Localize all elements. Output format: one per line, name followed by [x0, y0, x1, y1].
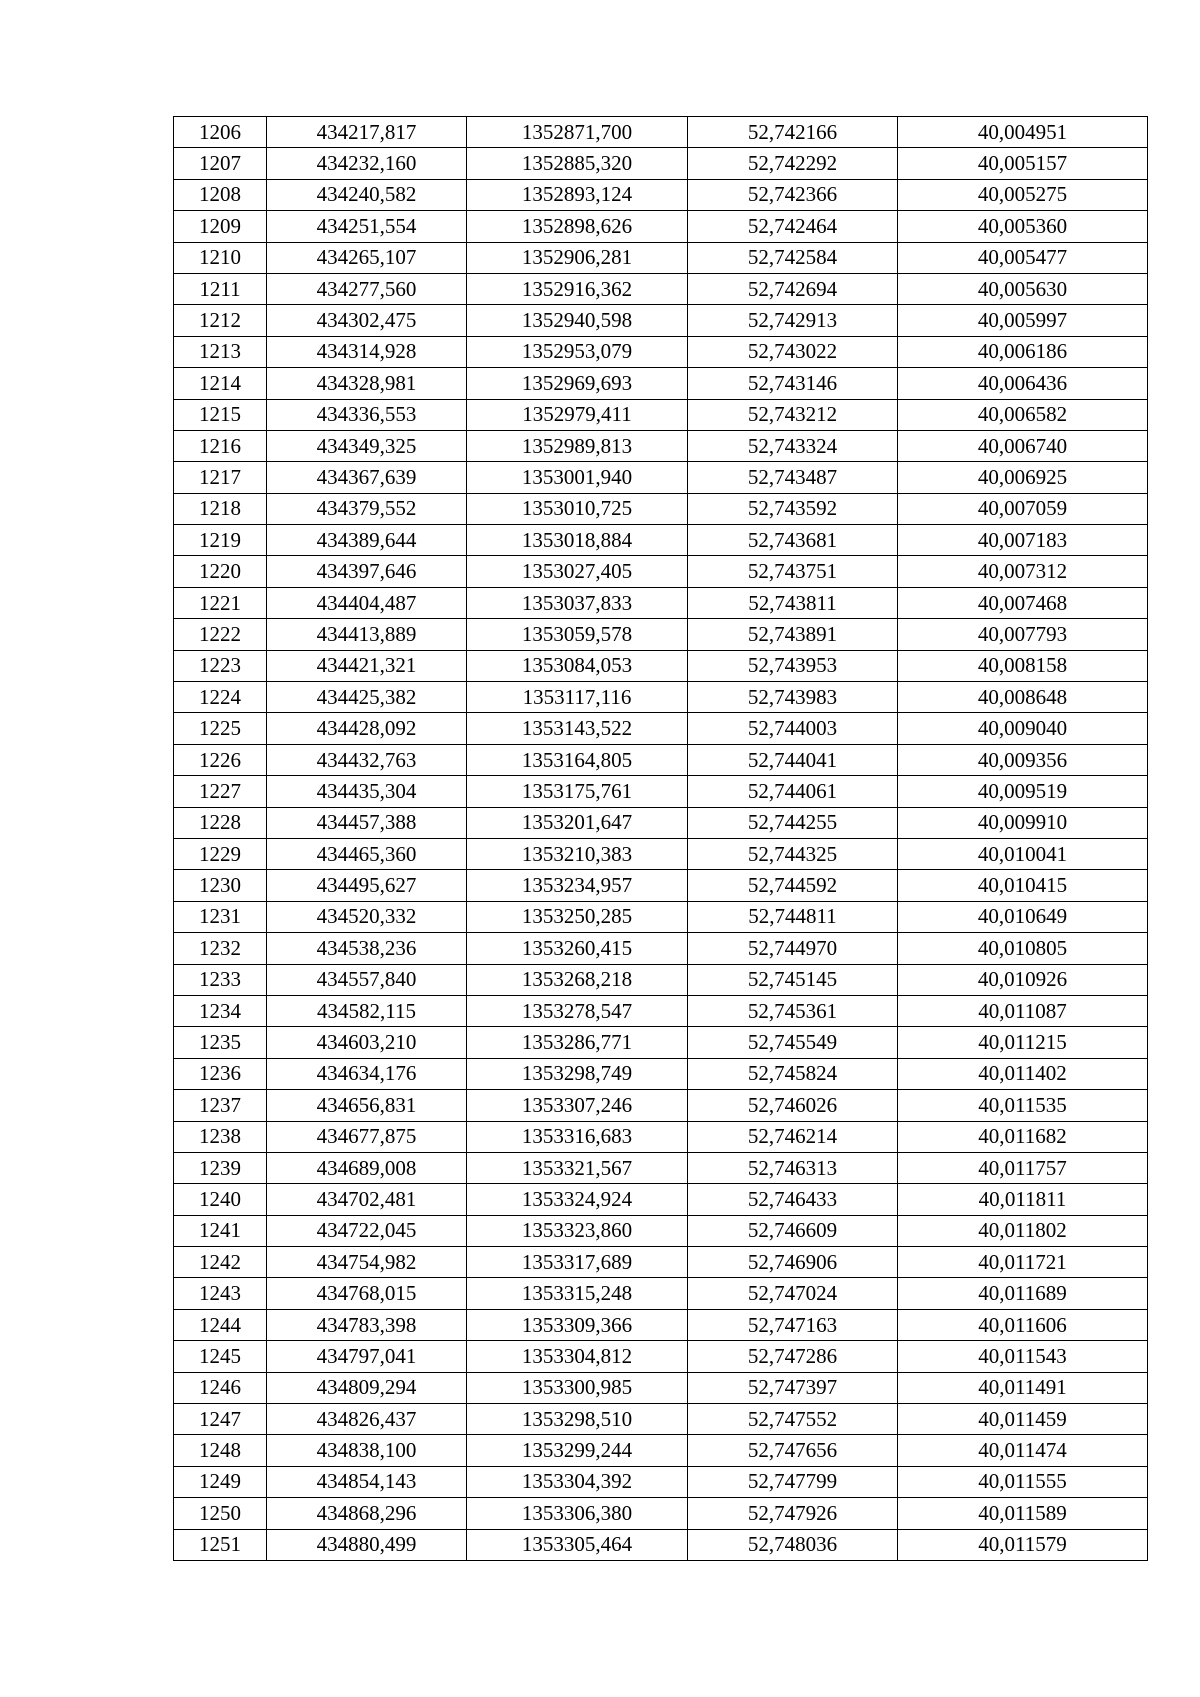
latitude-cell: 52,744325	[688, 838, 898, 869]
x-coordinate-cell: 434826,437	[267, 1404, 467, 1435]
longitude-cell: 40,011215	[898, 1027, 1148, 1058]
latitude-cell: 52,747799	[688, 1466, 898, 1497]
table-row	[174, 305, 1148, 336]
y-coordinate-cell: 1353321,567	[467, 1152, 688, 1183]
y-coordinate-cell: 1353175,761	[467, 776, 688, 807]
latitude-cell: 52,745549	[688, 1027, 898, 1058]
point-number-cell: 1237	[174, 1090, 267, 1121]
x-coordinate-cell: 434854,143	[267, 1466, 467, 1497]
y-coordinate-cell: 1353001,940	[467, 462, 688, 493]
latitude-cell: 52,743324	[688, 430, 898, 461]
latitude-cell: 52,743681	[688, 525, 898, 556]
x-coordinate-cell: 434428,092	[267, 713, 467, 744]
latitude-cell: 52,747926	[688, 1498, 898, 1529]
x-coordinate-cell: 434232,160	[267, 148, 467, 179]
y-coordinate-cell: 1353315,248	[467, 1278, 688, 1309]
point-number-cell: 1228	[174, 807, 267, 838]
x-coordinate-cell: 434379,552	[267, 493, 467, 524]
longitude-cell: 40,011802	[898, 1215, 1148, 1246]
y-coordinate-cell: 1353201,647	[467, 807, 688, 838]
y-coordinate-cell: 1353286,771	[467, 1027, 688, 1058]
table-row	[174, 399, 1148, 430]
table-row	[174, 650, 1148, 681]
longitude-cell: 40,005997	[898, 305, 1148, 336]
table-row	[174, 1215, 1148, 1246]
x-coordinate-cell: 434413,889	[267, 619, 467, 650]
latitude-cell: 52,747656	[688, 1435, 898, 1466]
longitude-cell: 40,004951	[898, 117, 1148, 148]
x-coordinate-cell: 434314,928	[267, 336, 467, 367]
latitude-cell: 52,747552	[688, 1404, 898, 1435]
x-coordinate-cell: 434404,487	[267, 587, 467, 618]
y-coordinate-cell: 1353018,884	[467, 525, 688, 556]
y-coordinate-cell: 1352989,813	[467, 430, 688, 461]
point-number-cell: 1243	[174, 1278, 267, 1309]
longitude-cell: 40,009519	[898, 776, 1148, 807]
x-coordinate-cell: 434265,107	[267, 242, 467, 273]
y-coordinate-cell: 1353059,578	[467, 619, 688, 650]
y-coordinate-cell: 1353143,522	[467, 713, 688, 744]
y-coordinate-cell: 1352885,320	[467, 148, 688, 179]
point-number-cell: 1246	[174, 1372, 267, 1403]
point-number-cell: 1212	[174, 305, 267, 336]
longitude-cell: 40,011459	[898, 1404, 1148, 1435]
point-number-cell: 1236	[174, 1058, 267, 1089]
x-coordinate-cell: 434754,982	[267, 1247, 467, 1278]
point-number-cell: 1220	[174, 556, 267, 587]
y-coordinate-cell: 1353317,689	[467, 1247, 688, 1278]
y-coordinate-cell: 1353307,246	[467, 1090, 688, 1121]
table-row	[174, 744, 1148, 775]
x-coordinate-cell: 434421,321	[267, 650, 467, 681]
longitude-cell: 40,006436	[898, 368, 1148, 399]
table-row	[174, 776, 1148, 807]
table-row	[174, 619, 1148, 650]
longitude-cell: 40,011689	[898, 1278, 1148, 1309]
table-row	[174, 587, 1148, 618]
y-coordinate-cell: 1352898,626	[467, 211, 688, 242]
longitude-cell: 40,011606	[898, 1309, 1148, 1340]
point-number-cell: 1226	[174, 744, 267, 775]
x-coordinate-cell: 434520,332	[267, 901, 467, 932]
latitude-cell: 52,747024	[688, 1278, 898, 1309]
point-number-cell: 1211	[174, 273, 267, 304]
y-coordinate-cell: 1353037,833	[467, 587, 688, 618]
longitude-cell: 40,005275	[898, 179, 1148, 210]
longitude-cell: 40,011721	[898, 1247, 1148, 1278]
y-coordinate-cell: 1352893,124	[467, 179, 688, 210]
x-coordinate-cell: 434722,045	[267, 1215, 467, 1246]
latitude-cell: 52,747286	[688, 1341, 898, 1372]
table-row	[174, 1309, 1148, 1340]
latitude-cell: 52,742366	[688, 179, 898, 210]
longitude-cell: 40,006186	[898, 336, 1148, 367]
x-coordinate-cell: 434465,360	[267, 838, 467, 869]
point-number-cell: 1233	[174, 964, 267, 995]
y-coordinate-cell: 1352979,411	[467, 399, 688, 430]
point-number-cell: 1208	[174, 179, 267, 210]
y-coordinate-cell: 1352906,281	[467, 242, 688, 273]
y-coordinate-cell: 1353084,053	[467, 650, 688, 681]
y-coordinate-cell: 1352953,079	[467, 336, 688, 367]
x-coordinate-cell: 434328,981	[267, 368, 467, 399]
table-row	[174, 964, 1148, 995]
table-row	[174, 838, 1148, 869]
x-coordinate-cell: 434336,553	[267, 399, 467, 430]
longitude-cell: 40,011491	[898, 1372, 1148, 1403]
point-number-cell: 1221	[174, 587, 267, 618]
table-row	[174, 462, 1148, 493]
x-coordinate-cell: 434432,763	[267, 744, 467, 775]
y-coordinate-cell: 1353234,957	[467, 870, 688, 901]
longitude-cell: 40,009910	[898, 807, 1148, 838]
table-row	[174, 1090, 1148, 1121]
point-number-cell: 1213	[174, 336, 267, 367]
latitude-cell: 52,743891	[688, 619, 898, 650]
longitude-cell: 40,011579	[898, 1529, 1148, 1560]
point-number-cell: 1217	[174, 462, 267, 493]
x-coordinate-cell: 434702,481	[267, 1184, 467, 1215]
x-coordinate-cell: 434277,560	[267, 273, 467, 304]
y-coordinate-cell: 1353268,218	[467, 964, 688, 995]
point-number-cell: 1225	[174, 713, 267, 744]
table-row	[174, 1466, 1148, 1497]
longitude-cell: 40,011757	[898, 1152, 1148, 1183]
x-coordinate-cell: 434425,382	[267, 682, 467, 713]
x-coordinate-cell: 434389,644	[267, 525, 467, 556]
table-row	[174, 1372, 1148, 1403]
y-coordinate-cell: 1353304,392	[467, 1466, 688, 1497]
longitude-cell: 40,009356	[898, 744, 1148, 775]
point-number-cell: 1249	[174, 1466, 267, 1497]
latitude-cell: 52,746026	[688, 1090, 898, 1121]
y-coordinate-cell: 1353260,415	[467, 933, 688, 964]
x-coordinate-cell: 434868,296	[267, 1498, 467, 1529]
y-coordinate-cell: 1353250,285	[467, 901, 688, 932]
x-coordinate-cell: 434880,499	[267, 1529, 467, 1560]
latitude-cell: 52,743751	[688, 556, 898, 587]
y-coordinate-cell: 1353278,547	[467, 995, 688, 1026]
longitude-cell: 40,010926	[898, 964, 1148, 995]
x-coordinate-cell: 434689,008	[267, 1152, 467, 1183]
point-number-cell: 1239	[174, 1152, 267, 1183]
table-row	[174, 682, 1148, 713]
latitude-cell: 52,744061	[688, 776, 898, 807]
y-coordinate-cell: 1352916,362	[467, 273, 688, 304]
table-row	[174, 1278, 1148, 1309]
latitude-cell: 52,743983	[688, 682, 898, 713]
table-row	[174, 1121, 1148, 1152]
latitude-cell: 52,743953	[688, 650, 898, 681]
x-coordinate-cell: 434217,817	[267, 117, 467, 148]
point-number-cell: 1242	[174, 1247, 267, 1278]
y-coordinate-cell: 1352871,700	[467, 117, 688, 148]
y-coordinate-cell: 1352940,598	[467, 305, 688, 336]
x-coordinate-cell: 434656,831	[267, 1090, 467, 1121]
point-number-cell: 1210	[174, 242, 267, 273]
point-number-cell: 1222	[174, 619, 267, 650]
x-coordinate-cell: 434634,176	[267, 1058, 467, 1089]
latitude-cell: 52,742913	[688, 305, 898, 336]
table-row	[174, 148, 1148, 179]
longitude-cell: 40,008648	[898, 682, 1148, 713]
y-coordinate-cell: 1352969,693	[467, 368, 688, 399]
table-row	[174, 336, 1148, 367]
table-row	[174, 1184, 1148, 1215]
latitude-cell: 52,747397	[688, 1372, 898, 1403]
longitude-cell: 40,011555	[898, 1466, 1148, 1497]
table-row	[174, 211, 1148, 242]
y-coordinate-cell: 1353305,464	[467, 1529, 688, 1560]
table-row	[174, 713, 1148, 744]
x-coordinate-cell: 434783,398	[267, 1309, 467, 1340]
x-coordinate-cell: 434677,875	[267, 1121, 467, 1152]
table-row	[174, 556, 1148, 587]
y-coordinate-cell: 1353117,116	[467, 682, 688, 713]
latitude-cell: 52,743487	[688, 462, 898, 493]
point-number-cell: 1223	[174, 650, 267, 681]
table-row	[174, 179, 1148, 210]
table-row	[174, 242, 1148, 273]
y-coordinate-cell: 1353210,383	[467, 838, 688, 869]
longitude-cell: 40,005630	[898, 273, 1148, 304]
table-row	[174, 1498, 1148, 1529]
table-row	[174, 430, 1148, 461]
y-coordinate-cell: 1353306,380	[467, 1498, 688, 1529]
table-row	[174, 117, 1148, 148]
point-number-cell: 1234	[174, 995, 267, 1026]
longitude-cell: 40,008158	[898, 650, 1148, 681]
longitude-cell: 40,010805	[898, 933, 1148, 964]
point-number-cell: 1231	[174, 901, 267, 932]
point-number-cell: 1224	[174, 682, 267, 713]
x-coordinate-cell: 434557,840	[267, 964, 467, 995]
point-number-cell: 1244	[174, 1309, 267, 1340]
point-number-cell: 1245	[174, 1341, 267, 1372]
table-row	[174, 1404, 1148, 1435]
x-coordinate-cell: 434495,627	[267, 870, 467, 901]
longitude-cell: 40,011402	[898, 1058, 1148, 1089]
latitude-cell: 52,748036	[688, 1529, 898, 1560]
table-row	[174, 368, 1148, 399]
latitude-cell: 52,743212	[688, 399, 898, 430]
table-row	[174, 933, 1148, 964]
point-number-cell: 1235	[174, 1027, 267, 1058]
latitude-cell: 52,743811	[688, 587, 898, 618]
coordinates-table-body	[174, 117, 1148, 1561]
latitude-cell: 52,742292	[688, 148, 898, 179]
x-coordinate-cell: 434582,115	[267, 995, 467, 1026]
latitude-cell: 52,746906	[688, 1247, 898, 1278]
latitude-cell: 52,742694	[688, 273, 898, 304]
x-coordinate-cell: 434397,646	[267, 556, 467, 587]
latitude-cell: 52,742584	[688, 242, 898, 273]
y-coordinate-cell: 1353300,985	[467, 1372, 688, 1403]
latitude-cell: 52,744003	[688, 713, 898, 744]
longitude-cell: 40,006582	[898, 399, 1148, 430]
table-row	[174, 1027, 1148, 1058]
longitude-cell: 40,005477	[898, 242, 1148, 273]
latitude-cell: 52,746214	[688, 1121, 898, 1152]
table-row	[174, 1152, 1148, 1183]
x-coordinate-cell: 434838,100	[267, 1435, 467, 1466]
point-number-cell: 1230	[174, 870, 267, 901]
x-coordinate-cell: 434251,554	[267, 211, 467, 242]
longitude-cell: 40,005157	[898, 148, 1148, 179]
point-number-cell: 1247	[174, 1404, 267, 1435]
latitude-cell: 52,744970	[688, 933, 898, 964]
table-row	[174, 273, 1148, 304]
point-number-cell: 1240	[174, 1184, 267, 1215]
table-row	[174, 870, 1148, 901]
point-number-cell: 1219	[174, 525, 267, 556]
point-number-cell: 1207	[174, 148, 267, 179]
latitude-cell: 52,744811	[688, 901, 898, 932]
latitude-cell: 52,743592	[688, 493, 898, 524]
point-number-cell: 1215	[174, 399, 267, 430]
point-number-cell: 1229	[174, 838, 267, 869]
table-row	[174, 901, 1148, 932]
longitude-cell: 40,011543	[898, 1341, 1148, 1372]
longitude-cell: 40,011535	[898, 1090, 1148, 1121]
point-number-cell: 1206	[174, 117, 267, 148]
point-number-cell: 1238	[174, 1121, 267, 1152]
latitude-cell: 52,747163	[688, 1309, 898, 1340]
x-coordinate-cell: 434457,388	[267, 807, 467, 838]
latitude-cell: 52,743022	[688, 336, 898, 367]
latitude-cell: 52,745145	[688, 964, 898, 995]
longitude-cell: 40,007468	[898, 587, 1148, 618]
x-coordinate-cell: 434240,582	[267, 179, 467, 210]
y-coordinate-cell: 1353323,860	[467, 1215, 688, 1246]
y-coordinate-cell: 1353027,405	[467, 556, 688, 587]
latitude-cell: 52,742464	[688, 211, 898, 242]
y-coordinate-cell: 1353298,749	[467, 1058, 688, 1089]
point-number-cell: 1248	[174, 1435, 267, 1466]
table-row	[174, 493, 1148, 524]
longitude-cell: 40,011087	[898, 995, 1148, 1026]
table-row	[174, 1529, 1148, 1560]
y-coordinate-cell: 1353304,812	[467, 1341, 688, 1372]
longitude-cell: 40,007059	[898, 493, 1148, 524]
longitude-cell: 40,006925	[898, 462, 1148, 493]
latitude-cell: 52,742166	[688, 117, 898, 148]
latitude-cell: 52,746313	[688, 1152, 898, 1183]
longitude-cell: 40,011474	[898, 1435, 1148, 1466]
latitude-cell: 52,744041	[688, 744, 898, 775]
point-number-cell: 1214	[174, 368, 267, 399]
longitude-cell: 40,010649	[898, 901, 1148, 932]
latitude-cell: 52,746609	[688, 1215, 898, 1246]
point-number-cell: 1227	[174, 776, 267, 807]
coordinates-table	[173, 116, 1148, 1561]
table-row	[174, 1341, 1148, 1372]
longitude-cell: 40,007312	[898, 556, 1148, 587]
latitude-cell: 52,746433	[688, 1184, 898, 1215]
longitude-cell: 40,006740	[898, 430, 1148, 461]
table-row	[174, 525, 1148, 556]
x-coordinate-cell: 434603,210	[267, 1027, 467, 1058]
longitude-cell: 40,010041	[898, 838, 1148, 869]
x-coordinate-cell: 434367,639	[267, 462, 467, 493]
y-coordinate-cell: 1353309,366	[467, 1309, 688, 1340]
longitude-cell: 40,007183	[898, 525, 1148, 556]
latitude-cell: 52,744592	[688, 870, 898, 901]
point-number-cell: 1251	[174, 1529, 267, 1560]
longitude-cell: 40,011682	[898, 1121, 1148, 1152]
table-row	[174, 1058, 1148, 1089]
point-number-cell: 1209	[174, 211, 267, 242]
table-row	[174, 995, 1148, 1026]
point-number-cell: 1218	[174, 493, 267, 524]
y-coordinate-cell: 1353316,683	[467, 1121, 688, 1152]
table-row	[174, 1247, 1148, 1278]
point-number-cell: 1241	[174, 1215, 267, 1246]
x-coordinate-cell: 434349,325	[267, 430, 467, 461]
y-coordinate-cell: 1353324,924	[467, 1184, 688, 1215]
y-coordinate-cell: 1353299,244	[467, 1435, 688, 1466]
longitude-cell: 40,009040	[898, 713, 1148, 744]
x-coordinate-cell: 434768,015	[267, 1278, 467, 1309]
latitude-cell: 52,744255	[688, 807, 898, 838]
longitude-cell: 40,011589	[898, 1498, 1148, 1529]
x-coordinate-cell: 434797,041	[267, 1341, 467, 1372]
latitude-cell: 52,743146	[688, 368, 898, 399]
longitude-cell: 40,005360	[898, 211, 1148, 242]
longitude-cell: 40,007793	[898, 619, 1148, 650]
point-number-cell: 1216	[174, 430, 267, 461]
x-coordinate-cell: 434538,236	[267, 933, 467, 964]
point-number-cell: 1232	[174, 933, 267, 964]
x-coordinate-cell: 434809,294	[267, 1372, 467, 1403]
y-coordinate-cell: 1353298,510	[467, 1404, 688, 1435]
table-row	[174, 1435, 1148, 1466]
y-coordinate-cell: 1353010,725	[467, 493, 688, 524]
table-row	[174, 807, 1148, 838]
latitude-cell: 52,745361	[688, 995, 898, 1026]
point-number-cell: 1250	[174, 1498, 267, 1529]
longitude-cell: 40,010415	[898, 870, 1148, 901]
x-coordinate-cell: 434435,304	[267, 776, 467, 807]
y-coordinate-cell: 1353164,805	[467, 744, 688, 775]
longitude-cell: 40,011811	[898, 1184, 1148, 1215]
latitude-cell: 52,745824	[688, 1058, 898, 1089]
x-coordinate-cell: 434302,475	[267, 305, 467, 336]
